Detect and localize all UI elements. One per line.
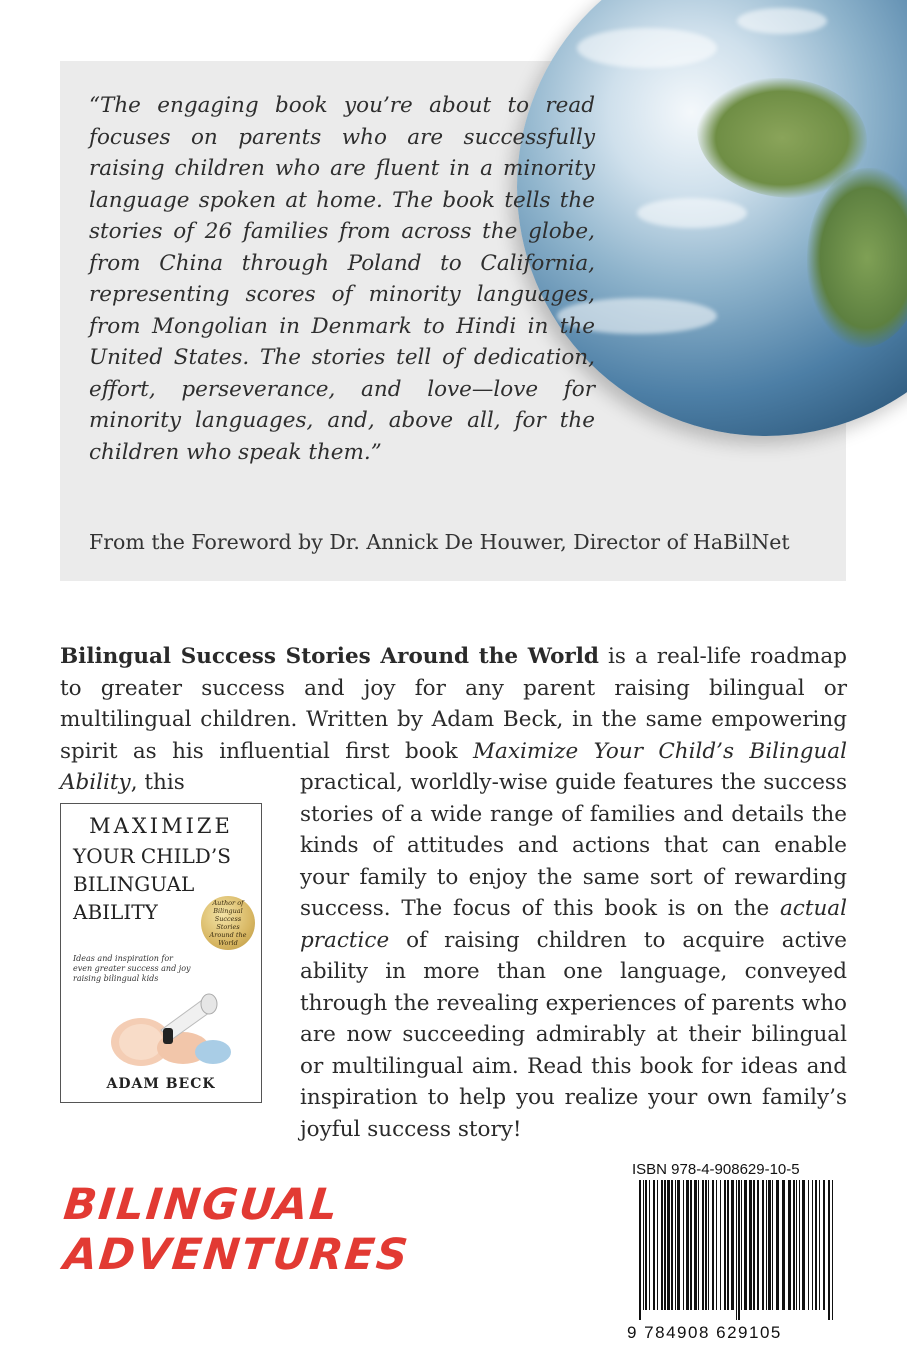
- bilingual-adventures-logo: BILINGUAL ADVENTURES: [61, 1180, 412, 1280]
- cover-title-rest: YOUR CHILD’S BILINGUAL ABILITY: [73, 844, 231, 924]
- isbn-label: ISBN 978-4-908629-10-5: [632, 1161, 800, 1178]
- author-badge: Author of Bilingual Success Stories Around the World: [201, 896, 255, 950]
- book-description-top: Bilingual Success Stories Around the World is a real-life roadmap to greater success and joy for any parent raising bilingual or multilingual children. Written by Adam Beck, in the same empowering spirit as his influential first book Maximize Your Child’s Bilingual Ability, this: [60, 644, 848, 795]
- foreword-credit: From the Foreword by Dr. Annick De Houwer, Director of HaBilNet: [89, 530, 790, 554]
- book-title: Bilingual Success Stories Around the World: [60, 644, 599, 669]
- first-book-cover: [60, 803, 262, 1103]
- baby-megaphone-illustration: [101, 990, 241, 1070]
- barcode: [627, 1180, 847, 1345]
- cover-subtitle: Ideas and inspiration for even greater success and joy raising bilingual kids: [73, 954, 191, 983]
- foreword-quote: “The engaging book you’re about to read focuses on parents who are successfully raising children who are fluent in a minority language spoken at home. The book tells the stories of 26 families from across the globe, from China through Poland to California, representing scores of minority languages, from Mongolian in Denmark to Hindi in the United States. The stories tell of dedication, effort, perseverance, and love—love for minority languages, and, above all, for the children who speak them.”: [89, 93, 595, 465]
- cover-title-maximize: MAXIMIZE: [89, 814, 233, 838]
- cover-author: ADAM BECK: [106, 1076, 216, 1092]
- emphasis-text: actual practice: [300, 896, 847, 953]
- barcode-digits: 9 784908 629105: [627, 1323, 782, 1342]
- first-book-title: Maximize Your Child’s Bilingual Ability: [60, 738, 847, 795]
- book-description-continued: practical, worldly-wise guide features the success stories of a wide range of families and details the kinds of attitudes and actions that can enable your family to enjoy the same sort of rewarding success. The focus of this book is on the actual practice of raising children to acquire active ability in more than one language, conveyed through the revealing experiences of parents who are now succeeding admirably at their bilingual or multilingual aim. Read this book for ideas and inspiration to help you realize your own family’s joyful success story!: [300, 770, 847, 1142]
